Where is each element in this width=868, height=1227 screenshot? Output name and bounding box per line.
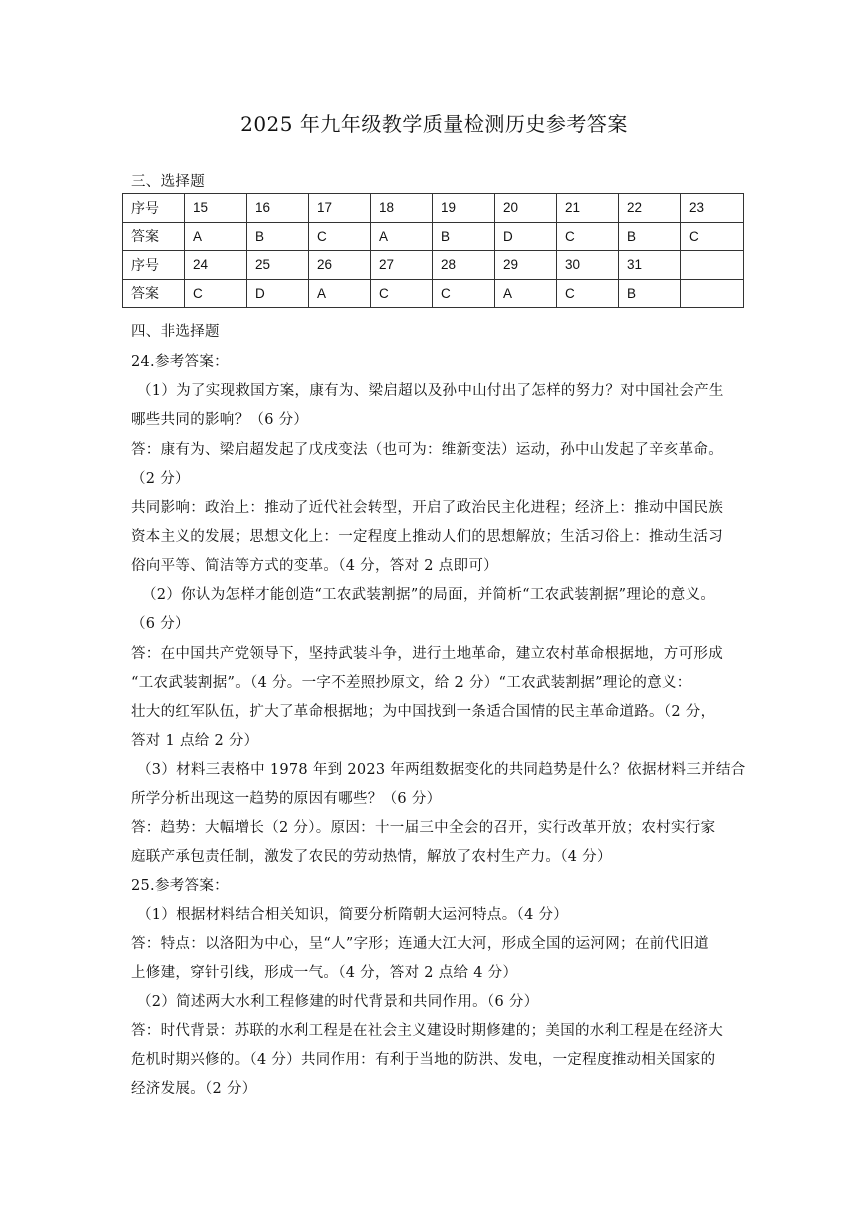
table-cell: 28: [433, 251, 495, 280]
table-cell: B: [619, 279, 681, 308]
table-cell: B: [433, 222, 495, 251]
table-cell: C: [309, 222, 371, 251]
table-cell: D: [247, 279, 309, 308]
q25-line: 答：时代背景：苏联的水利工程是在社会主义建设时期修建的；美国的水利工程是在经济大: [131, 1023, 723, 1039]
table-cell: 21: [557, 194, 619, 223]
row-header: 答案: [123, 222, 185, 251]
q24-line: 资本主义的发展；思想文化上：一定程度上推动人们的思想解放；生活习俗上：推动生活习: [131, 529, 723, 545]
q24-line: 庭联产承包责任制，激发了农民的劳动热情，解放了农村生产力。（4 分）: [131, 849, 612, 865]
section-heading-nonchoice: 四、非选择题: [131, 324, 220, 340]
row-header: 序号: [123, 194, 185, 223]
section-heading-choice: 三、选择题: [131, 174, 205, 190]
q25-line: 答：特点：以洛阳为中心，呈“人”字形；连通大江大河，形成全国的运河网；在前代旧道: [131, 936, 709, 952]
table-cell: C: [433, 279, 495, 308]
table-cell: 17: [309, 194, 371, 223]
q24-line: （6 分）: [131, 616, 190, 632]
table-cell: 25: [247, 251, 309, 280]
q24-line: （1）为了实现救国方案，康有为、梁启超以及孙中山付出了怎样的努力？对中国社会产生: [137, 383, 724, 399]
table-cell: 26: [309, 251, 371, 280]
q24-line: 俗向平等、简洁等方式的变革。（4 分，答对 2 点即可）: [131, 558, 498, 574]
table-cell: 29: [495, 251, 557, 280]
answer-table: [122, 193, 744, 308]
table-cell: D: [495, 222, 557, 251]
q24-line: 共同影响：政治上：推动了近代社会转型，开启了政治民主化进程；经济上：推动中国民族: [131, 500, 723, 516]
table-row: [123, 279, 744, 308]
table-cell: 22: [619, 194, 681, 223]
table-row: [123, 222, 744, 251]
q25-header: 25.参考答案：: [131, 878, 229, 894]
table-cell: [681, 251, 744, 280]
q25-line: 危机时期兴修的。（4 分）共同作用：有利于当地的防洪、发电，一定程度推动相关国家的: [131, 1052, 716, 1068]
q24-line: “工农武装割据”。（4 分。一字不差照抄原文，给 2 分）“工农武装割据”理论的意义：: [131, 675, 692, 691]
table-cell: [681, 279, 744, 308]
table-cell: 31: [619, 251, 681, 280]
table-cell: C: [371, 279, 433, 308]
q24-line: 答：趋势：大幅增长（2 分）。原因：十一届三中全会的召开，实行改革开放；农村实行家: [131, 820, 716, 836]
table-cell: 27: [371, 251, 433, 280]
table-cell: A: [309, 279, 371, 308]
q24-header: 24.参考答案：: [131, 354, 229, 370]
q24-line: 壮大的红军队伍，扩大了革命根据地；为中国找到一条适合国情的民主革命道路。（2 分，: [131, 704, 716, 720]
q25-line: 经济发展。（2 分）: [131, 1081, 257, 1097]
table-row: [123, 194, 744, 223]
q24-line: 答：在中国共产党领导下，坚持武装斗争，进行土地革命，建立农村革命根据地，方可形成: [131, 646, 723, 662]
table-cell: A: [495, 279, 557, 308]
table-cell: 19: [433, 194, 495, 223]
table-row: [123, 251, 744, 280]
table-cell: 30: [557, 251, 619, 280]
table-cell: C: [681, 222, 744, 251]
q24-line: 答：康有为、梁启超发起了戊戌变法（也可为：维新变法）运动，孙中山发起了辛亥革命。: [131, 442, 723, 458]
table-cell: 18: [371, 194, 433, 223]
q24-line: 答对 1 点给 2 分）: [131, 733, 259, 749]
table-cell: 23: [681, 194, 744, 223]
q24-line: 所学分析出现这一趋势的原因有哪些？（6 分）: [131, 791, 442, 807]
table-cell: 20: [495, 194, 557, 223]
table-cell: 15: [185, 194, 247, 223]
table-cell: B: [619, 222, 681, 251]
row-header: 序号: [123, 251, 185, 280]
q24-line: （3）材料三表格中 1978 年到 2023 年两组数据变化的共同趋势是什么？依据材料三并结合: [137, 762, 746, 778]
page-title: 2025 年九年级教学质量检测历史参考答案: [240, 112, 628, 136]
table-cell: A: [371, 222, 433, 251]
q25-line: （2）简述两大水利工程修建的时代背景和共同作用。（6 分）: [137, 994, 539, 1010]
row-header: 答案: [123, 279, 185, 308]
q24-line: （2）你认为怎样才能创造“工农武装割据”的局面，并简析“工农武装割据”理论的意义。: [142, 587, 716, 603]
table-cell: 24: [185, 251, 247, 280]
table-cell: B: [247, 222, 309, 251]
table-cell: A: [185, 222, 247, 251]
table-cell: C: [557, 222, 619, 251]
q24-line: （2 分）: [131, 471, 190, 487]
table-cell: C: [557, 279, 619, 308]
q24-line: 哪些共同的影响？（6 分）: [131, 412, 309, 428]
table-cell: 16: [247, 194, 309, 223]
q25-line: 上修建，穿针引线，形成一气。（4 分，答对 2 点给 4 分）: [131, 965, 518, 981]
q25-line: （1）根据材料结合相关知识，简要分析隋朝大运河特点。（4 分）: [137, 907, 569, 923]
table-cell: C: [185, 279, 247, 308]
